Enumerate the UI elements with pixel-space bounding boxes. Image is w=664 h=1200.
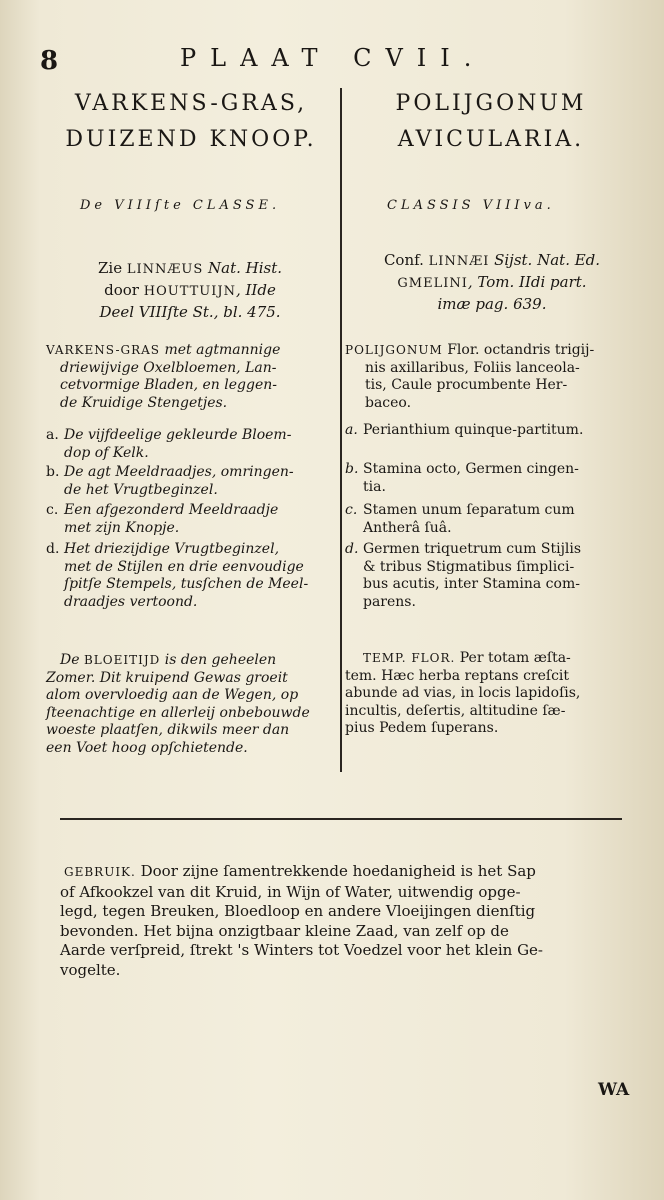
latin-title-line2: AVICULARIA. [397,127,585,152]
item-label: b. [46,464,60,480]
ref-text: Deel VIIIſte St., bl. 475. [99,303,281,321]
usage-line: of Afkookzel van dit Kruid, in Wijn of Water, uitwendig opge- [60,882,521,901]
desc-line: de Kruidige Stengetjes. [60,394,228,411]
flower-line: Zomer. Dit kruipend Gewas groeit [46,669,288,686]
dutch-reference [60,258,320,322]
dutch-title-line2: DUIZEND KNOOP. [65,127,317,152]
ref-text: door [104,281,144,299]
desc-line: baceo. [365,394,412,411]
dutch-item-a [46,427,291,462]
desc-line: tis, Caule procumbente Her- [365,377,568,394]
desc-lead: POLIJGONUM [345,343,443,357]
horizontal-rule [60,818,622,820]
ref-text: Nat. Hist. [203,259,283,277]
desc-line: nis axillaribus, Foliis lanceola- [365,359,580,376]
item-line: Het driezijdige Vrugtbeginzel, [64,541,280,557]
item-line: met de Stijlen en drie eenvoudige [64,558,304,575]
flower-line: een Voet hoog opſchietende. [46,739,248,756]
item-line: De agt Meeldraadjes, omringen- [64,464,294,480]
temp-lead: TEMP. FLOR. [363,651,456,665]
latin-item-c [345,502,575,537]
latin-description [345,342,637,412]
desc-lead: VARKENS-GRAS [46,343,160,357]
ref-text: imæ pag. 639. [437,295,547,313]
ref-text: , IIde [235,281,276,299]
latin-item-b [345,461,579,496]
item-line: Perianthium quinque-partitum. [363,422,584,438]
desc-line: cetvormige Bladen, en leggen- [60,377,277,394]
desc-line: driewijvige Oxelbloemen, Lan- [60,359,277,376]
usage-line: vogelte. [60,960,121,979]
item-line: met zijn Knopje. [64,519,180,536]
item-label: d. [345,541,359,557]
ref-author: LINNÆUS [126,262,204,277]
dutch-flowering [46,652,336,758]
desc-line: met agtmannige [164,342,281,358]
item-line: Germen triquetrum cum Stijlis [363,541,582,557]
item-line: dop of Kelk. [64,444,149,461]
dutch-classe: De VIIIſte CLASSE. [80,198,281,213]
item-line: Een afgezonderd Meeldraadje [64,502,279,518]
column-divider [340,88,342,772]
ref-author: LINNÆI [428,254,490,269]
item-line: ſpitſe Stempels, tusſchen de Meel- [64,576,309,593]
flower-line: ſteenachtige en allerleij onbebouwde [46,704,310,721]
dutch-description [46,342,334,412]
ref-text: Conf. [383,251,429,269]
ref-author: HOUTTUIJN [143,284,236,299]
flower-line: alom overvloedig aan de Wegen, op [46,687,299,704]
ref-text: , Tom. IIdi part. [467,273,587,291]
ref-text: Zie [97,259,127,277]
item-label: c. [46,502,59,518]
item-line: Antherâ ſuâ. [363,519,452,536]
temp-line: Per totam æſta- [459,650,571,666]
temp-line: abunde ad vias, in locis lapidoſis, [345,685,581,702]
item-line: & tribus Stigmatibus ſimplici- [363,558,575,575]
flower-text: De [60,652,84,668]
latin-item-d [345,541,581,611]
desc-line: Flor. octandris trigij- [447,342,595,358]
temp-line: pius Pedem ſuperans. [345,720,499,737]
latin-item-a [345,422,583,440]
flower-lead: BLOEITIJD [83,653,161,667]
dutch-item-c [46,502,278,537]
catchword: WA [598,1080,630,1100]
item-line: bus acutis, inter Stamina com- [363,576,580,593]
item-label: a. [345,422,358,438]
item-line: tia. [363,478,386,495]
ref-text: Sijst. Nat. Ed. [489,251,601,269]
item-line: de het Vrugtbeginzel. [64,481,218,498]
page-number: 8 [40,46,59,76]
latin-flowering [345,650,639,738]
usage-line: Door zijne ſamentrekkende hoedanigheid is het Sap [140,862,536,880]
ref-author: GMELINI [397,276,468,291]
item-line: De vijfdeelige gekleurde Bloem- [64,427,292,443]
item-label: a. [46,427,59,443]
latin-classe: CLASSIS VIIIva. [387,198,555,213]
flower-line: woeste plaatſen, dikwils meer dan [46,722,290,739]
item-label: d. [46,541,60,557]
latin-title-line1: POLIJGONUM [395,91,587,116]
temp-line: tem. Hæc herba reptans creſcit [345,667,570,684]
usage-line: Aarde verſpreid, ſtrekt 's Winters tot Voedzel voor het klein Ge- [60,941,543,959]
flower-line: is den geheelen [164,652,277,668]
item-label: c. [345,502,358,518]
plate-heading: PLAAT CVII. [180,44,486,72]
latin-column [345,86,637,737]
usage-line: legd, tegen Breuken, Bloedloop en andere Vloeijingen dienſtig [60,902,536,920]
dutch-title-line1: VARKENS-GRAS, [74,91,308,116]
item-line: draadjes vertoond. [64,593,198,610]
usage-lead: GEBRUIK. [64,865,136,879]
item-line: Stamen unum ſeparatum cum [363,502,575,518]
dutch-column [46,86,336,756]
item-line: parens. [363,593,416,610]
usage-line: bevonden. Het bijna onzigtbaar kleine Zaad, van zelf op de [60,921,509,940]
latin-reference [349,250,635,314]
dutch-item-d [46,541,308,611]
item-line: Stamina octo, Germen cingen- [363,461,579,477]
dutch-item-b [46,464,294,499]
usage-paragraph [60,862,640,980]
item-label: b. [345,461,359,477]
temp-line: incultis, deſertis, altitudine ſæ- [345,702,566,719]
